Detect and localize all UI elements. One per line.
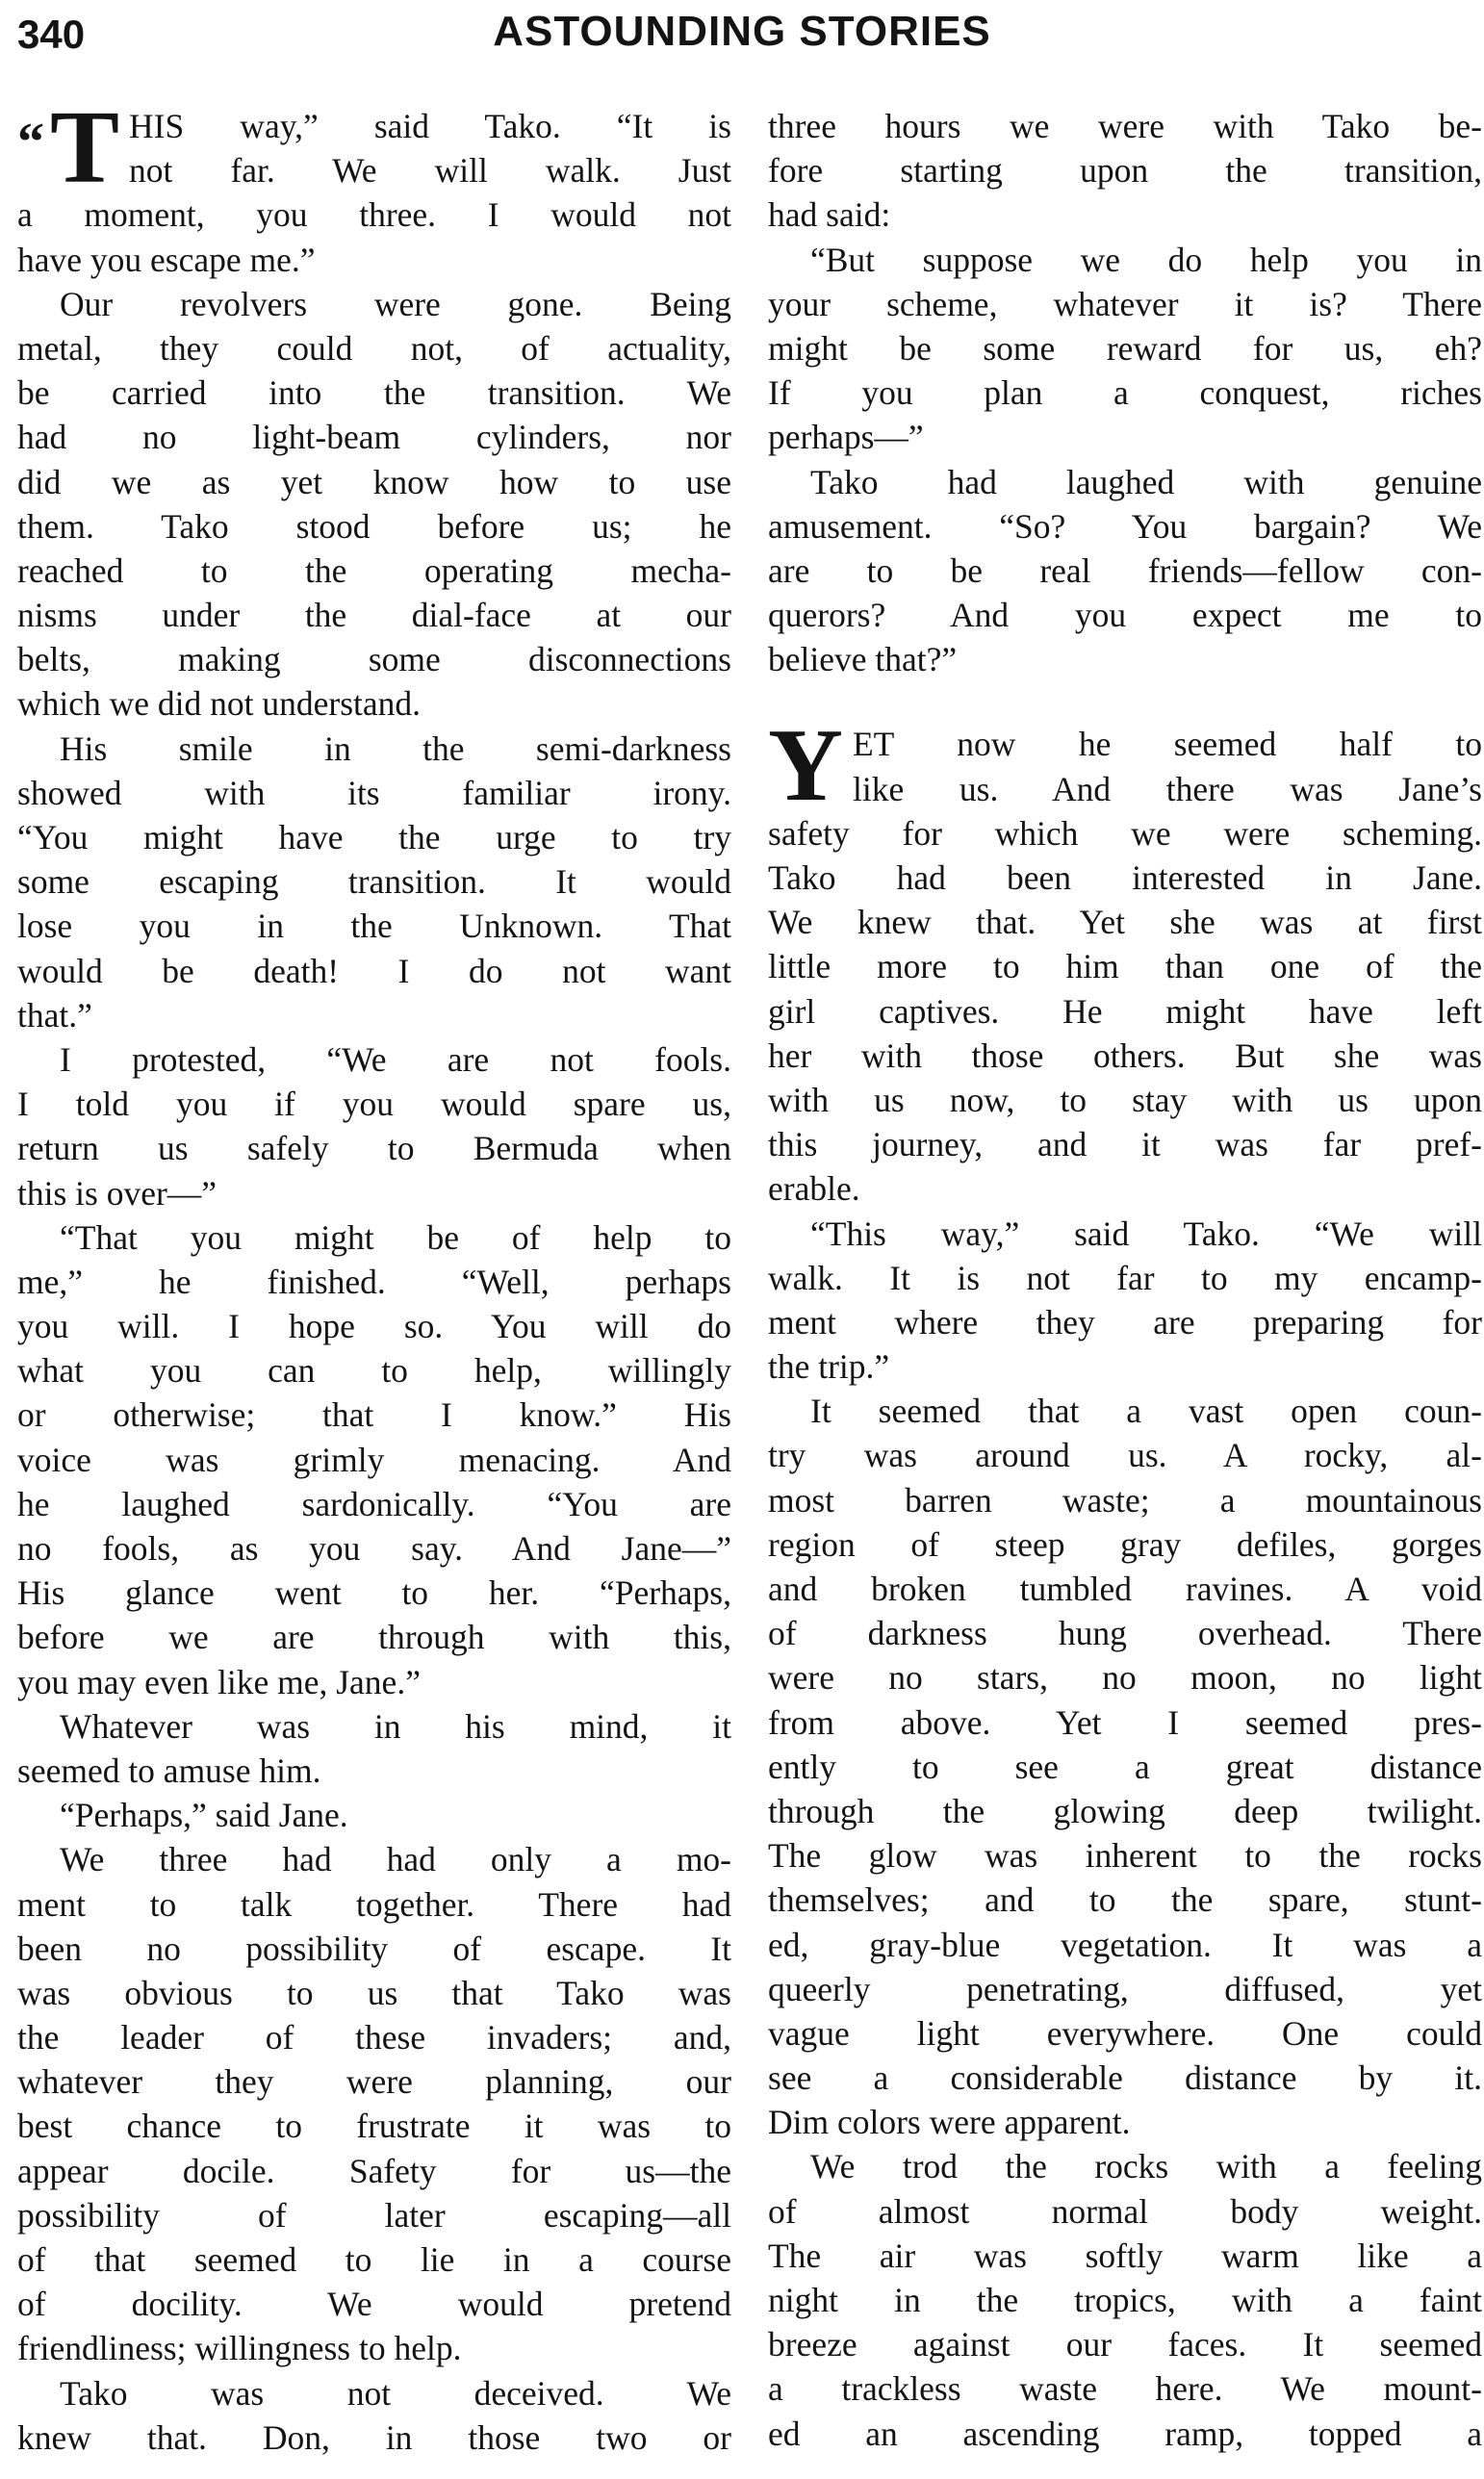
- text-line: you will. I hope so. You will do: [17, 1307, 731, 1346]
- text-line: of docility. We would pretend: [17, 2285, 731, 2324]
- text-line: were no stars, no moon, no light: [768, 1658, 1482, 1698]
- text-line: little more to him than one of the: [768, 947, 1482, 986]
- text-line: you may even like me, Jane.”: [17, 1662, 421, 1701]
- text-line: night in the tropics, with a faint: [768, 2281, 1482, 2319]
- text-line: are to be real friends—fellow con-: [768, 550, 1482, 590]
- text-line: themselves; and to the spare, stunt-: [768, 1880, 1482, 1920]
- text-line: Tako was not deceived. We: [60, 2373, 731, 2413]
- text-line: breeze against our faces. It seemed: [768, 2325, 1482, 2364]
- text-line: that.”: [17, 995, 92, 1035]
- text-line: amusement. “So? You bargain? We: [768, 506, 1482, 546]
- text-line: “But suppose we do help you in: [810, 240, 1482, 279]
- text-line: seemed to amuse him.: [17, 1751, 321, 1790]
- text-line: queerly penetrating, diffused, yet: [768, 1969, 1482, 2008]
- text-line: he laughed sardonically. “You are: [17, 1484, 731, 1523]
- text-line: Tako had been interested in Jane.: [768, 858, 1482, 897]
- text-line: this journey, and it was far pref-: [768, 1125, 1482, 1164]
- text-line: It seemed that a vast open coun-: [810, 1392, 1482, 1431]
- text-line: showed with its familiar irony.: [17, 773, 731, 812]
- text-line: His smile in the semi-darkness: [60, 728, 731, 768]
- text-line: with us now, to stay with us upon: [768, 1080, 1482, 1119]
- text-line: them. Tako stood before us; he: [17, 506, 731, 546]
- text-line: safety for which we were scheming.: [768, 813, 1482, 853]
- magazine-title: ASTOUNDING STORIES: [493, 8, 991, 55]
- text-line: If you plan a conquest, riches: [768, 373, 1482, 413]
- text-line: We three had had only a mo-: [60, 1840, 731, 1879]
- text-line: did we as yet know how to use: [17, 462, 731, 501]
- page-header: [0, 8, 1484, 65]
- text-line: The air was softly warm like a: [768, 2236, 1482, 2275]
- text-line: querors? And you expect me to: [768, 596, 1482, 635]
- text-line: which we did not understand.: [17, 684, 422, 724]
- text-line: fore starting upon the transition,: [768, 151, 1482, 191]
- text-line: “This way,” said Tako. “We will: [810, 1214, 1482, 1253]
- text-line: metal, they could not, of actuality,: [17, 328, 731, 368]
- text-line: before we are through with this,: [17, 1618, 731, 1657]
- text-line: ently to see a great distance: [768, 1747, 1482, 1786]
- text-line: ment where they are preparing for: [768, 1302, 1482, 1342]
- left-column-body: [17, 192, 731, 2460]
- section-break: [768, 681, 1482, 722]
- text-line: knew that. Don, in those two or: [17, 2417, 731, 2457]
- text-line: me,” he finished. “Well, perhaps: [17, 1262, 731, 1301]
- text-line: Tako had laughed with genuine: [810, 462, 1482, 501]
- text-line: the leader of these invaders; and,: [17, 2018, 731, 2057]
- text-line: believe that?”: [768, 640, 958, 679]
- text-line: reached to the operating mecha-: [17, 550, 731, 590]
- text-line: We trod the rocks with a feeling: [810, 2147, 1482, 2186]
- right-column-body: [768, 811, 1482, 2456]
- text-line: or otherwise; that I know.” His: [17, 1395, 731, 1435]
- text-line: would be death! I do not want: [17, 951, 731, 990]
- text-line: Our revolvers were gone. Being: [60, 284, 731, 323]
- text-line: through the glowing deep twilight.: [768, 1791, 1482, 1830]
- text-line: “That you might be of help to: [60, 1217, 731, 1257]
- text-line: a moment, you three. I would not: [17, 195, 731, 235]
- text-line: the trip.”: [768, 1347, 890, 1387]
- text-line: His glance went to her. “Perhaps,: [17, 1573, 731, 1613]
- text-line: her with those others. But she was: [768, 1035, 1482, 1075]
- text-line: of darkness hung overhead. There: [768, 1614, 1482, 1653]
- text-line: walk. It is not far to my encamp-: [768, 1258, 1482, 1297]
- text-line: return us safely to Bermuda when: [17, 1129, 731, 1168]
- text-line: voice was grimly menacing. And: [17, 1440, 731, 1479]
- text-line: a trackless waste here. We mount-: [768, 2369, 1482, 2409]
- drop-cap-open-quote: “: [17, 113, 44, 172]
- opening-paragraph: [17, 90, 731, 205]
- text-line: of that seemed to lie in a course: [17, 2240, 731, 2279]
- text-line: and broken tumbled ravines. A void: [768, 1570, 1482, 1608]
- column-gutter: [741, 104, 742, 2462]
- text-line: best chance to frustrate it was to: [17, 2107, 731, 2146]
- text-line: nisms under the dial-face at our: [17, 596, 731, 635]
- text-line: not far. We will walk. Just: [129, 151, 731, 191]
- text-line: have you escape me.”: [17, 240, 316, 279]
- text-line: “You might have the urge to try: [17, 818, 731, 856]
- text-line: Dim colors were apparent.: [768, 2103, 1131, 2142]
- text-line: ed an ascending ramp, topped a: [768, 2414, 1482, 2453]
- text-line: from above. Yet I seemed pres-: [768, 1702, 1482, 1742]
- text-line: belts, making some disconnections: [17, 640, 731, 679]
- text-line: try was around us. A rocky, al-: [768, 1436, 1482, 1475]
- page-number: 340: [17, 12, 86, 57]
- text-line: three hours we were with Tako be-: [768, 107, 1482, 145]
- text-line: of almost normal body weight.: [768, 2191, 1482, 2231]
- text-line: some escaping transition. It would: [17, 862, 731, 902]
- text-line: had no light-beam cylinders, nor: [17, 418, 731, 457]
- text-line: region of steep gray defiles, gorges: [768, 1524, 1482, 1564]
- text-line: perhaps—”: [768, 418, 924, 457]
- text-line: see a considerable distance by it.: [768, 2058, 1482, 2098]
- text-line: no fools, as you say. And Jane—”: [17, 1529, 731, 1568]
- text-line: ed, gray-blue vegetation. It was a: [768, 1925, 1482, 1964]
- right-column-top: [768, 104, 1482, 681]
- text-line: We knew that. Yet she was at first: [768, 903, 1482, 942]
- text-line: appear docile. Safety for us—the: [17, 2151, 731, 2190]
- text-line: Whatever was in his mind, it: [60, 1706, 731, 1746]
- text-line: whatever they were planning, our: [17, 2062, 731, 2102]
- text-line: your scheme, whatever it is? There: [768, 284, 1482, 323]
- text-line: possibility of later escaping—all: [17, 2195, 731, 2235]
- text-line: was obvious to us that Tako was: [17, 1973, 731, 2012]
- left-column: [17, 90, 731, 2460]
- drop-cap-t: [17, 90, 120, 205]
- text-line: ment to talk together. There had: [17, 1884, 731, 1924]
- text-line: ET now he seemed half to: [853, 725, 1482, 764]
- text-line: girl captives. He might have left: [768, 991, 1482, 1031]
- text-line: had said:: [768, 195, 891, 235]
- section-opening-paragraph: [768, 708, 1482, 824]
- text-line: The glow was inherent to the rocks: [768, 1836, 1482, 1876]
- text-line: I protested, “We are not fools.: [60, 1039, 731, 1079]
- text-line: I told you if you would spare us,: [17, 1085, 731, 1124]
- text-line: “Perhaps,” said Jane.: [60, 1796, 348, 1835]
- text-line: HIS way,” said Tako. “It is: [129, 107, 731, 145]
- text-line: might be some reward for us, eh?: [768, 328, 1482, 368]
- drop-cap-letter: T: [50, 90, 120, 205]
- text-line: been no possibility of escape. It: [17, 1929, 731, 1968]
- text-line: like us. And there was Jane’s: [853, 769, 1482, 808]
- text-line: this is over—”: [17, 1173, 217, 1213]
- text-line: what you can to help, willingly: [17, 1351, 731, 1391]
- text-line: friendliness; willingness to help.: [17, 2329, 462, 2368]
- text-line: be carried into the transition. We: [17, 373, 731, 413]
- drop-cap-y: Y: [768, 708, 843, 824]
- text-line: vague light everywhere. One could: [768, 2013, 1482, 2053]
- text-line: erable.: [768, 1169, 860, 1209]
- text-line: most barren waste; a mountainous: [768, 1480, 1482, 1520]
- right-column: [768, 104, 1482, 2456]
- text-line: lose you in the Unknown. That: [17, 907, 731, 946]
